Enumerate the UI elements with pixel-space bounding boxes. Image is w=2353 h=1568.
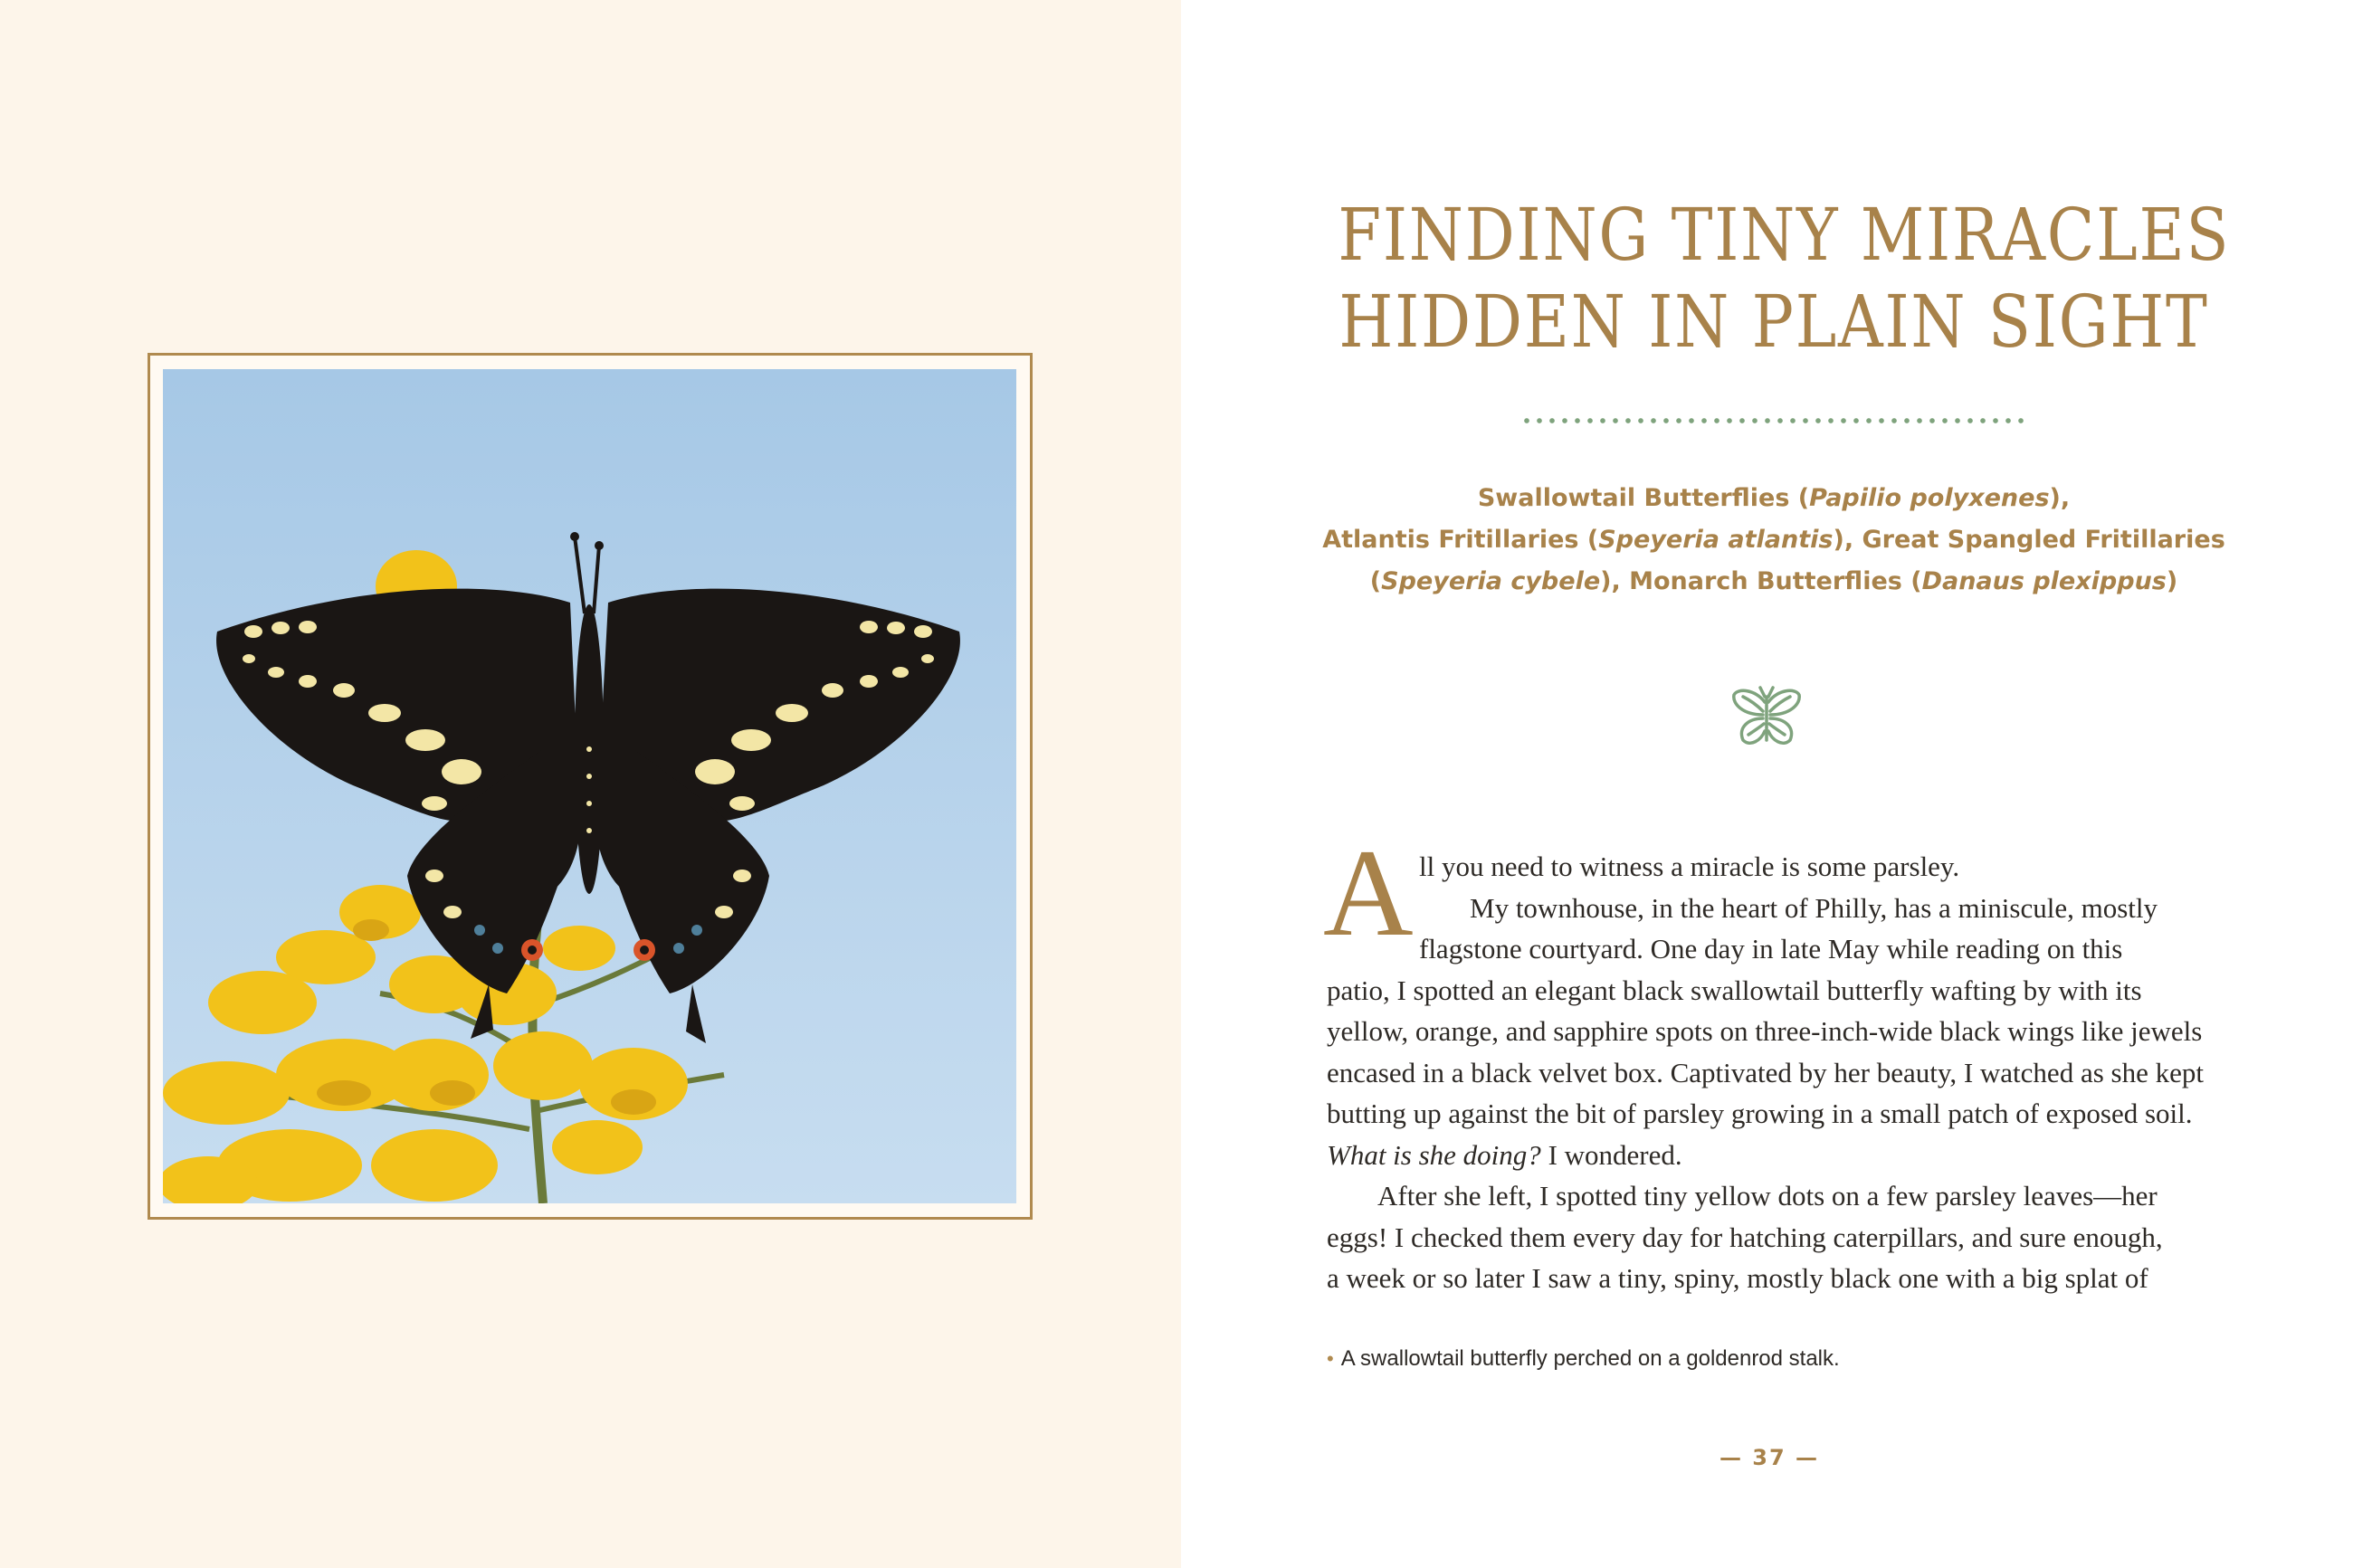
species-line-3 — [1267, 561, 2281, 603]
species-latin-name: Speyeria cybele — [1381, 567, 1601, 595]
butterfly-icon — [1730, 684, 1803, 753]
species-text: Atlantis Fritillaries ( — [1322, 526, 1599, 554]
species-text: ), Monarch Butterflies ( — [1600, 567, 1922, 595]
body-line: ll you need to witness a miracle is some parsley. — [1419, 851, 1960, 882]
species-text: Swallowtail Butterflies ( — [1477, 484, 1810, 512]
photo-caption — [1327, 1346, 2232, 1372]
species-latin-name: Papilio polyxenes — [1809, 484, 2050, 512]
body-line: patio, I spotted an elegant black swallowtail butterfly wafting by with its — [1327, 974, 2142, 1006]
page-number: — 37 — — [1719, 1445, 1820, 1470]
species-text: ), — [2049, 484, 2071, 512]
species-list — [1267, 478, 2281, 603]
drop-cap: A — [1323, 823, 1414, 962]
caption-text: A swallowtail butterfly perched on a goldenrod stalk. — [1340, 1346, 1840, 1371]
species-line-1 — [1267, 478, 2281, 519]
species-line-2 — [1267, 519, 2281, 561]
body-line: yellow, orange, and sapphire spots on three-inch-wide black wings like jewels — [1327, 1015, 2203, 1047]
body-line: encased in a black velvet box. Captivated by her beauty, I watched as she kept — [1327, 1056, 2204, 1088]
chapter-title-line-1: FINDING TINY MIRACLES — [1338, 193, 2231, 277]
dotted-divider — [1520, 418, 2027, 423]
caption-bullet: • — [1327, 1347, 1334, 1370]
body-text — [1327, 846, 2232, 1299]
body-italic-text: What is she doing? — [1327, 1138, 1541, 1171]
species-latin-name: Danaus plexippus — [1921, 567, 2167, 595]
body-line: eggs! I checked them every day for hatching caterpillars, and sure enough, — [1327, 1221, 2163, 1253]
body-line — [1327, 888, 2232, 929]
chapter-title-line-2: HIDDEN IN PLAIN SIGHT — [1338, 280, 2209, 364]
body-line: flagstone courtyard. One day in late May while reading on this — [1419, 933, 2123, 965]
butterfly-photo — [163, 369, 1016, 1203]
chapter-title — [1338, 192, 2231, 366]
body-line — [1327, 1135, 2232, 1176]
body-line-text: I wondered. — [1540, 1138, 1682, 1171]
species-text: ( — [1369, 567, 1382, 595]
body-line: a week or so later I saw a tiny, spiny, mostly black one with a big splat of — [1327, 1262, 2148, 1294]
species-latin-name: Speyeria atlantis — [1598, 526, 1834, 554]
species-text: ), Great Spangled Fritillaries — [1833, 526, 2225, 554]
body-line: butting up against the bit of parsley growing in a small patch of exposed soil. — [1327, 1098, 2193, 1129]
body-line-text: My townhouse, in the heart of Philly, has a miniscule, mostly — [1470, 891, 2158, 924]
body-line: After she left, I spotted tiny yellow dots on a few parsley leaves—her — [1377, 1180, 2158, 1212]
species-text: ) — [2166, 567, 2178, 595]
